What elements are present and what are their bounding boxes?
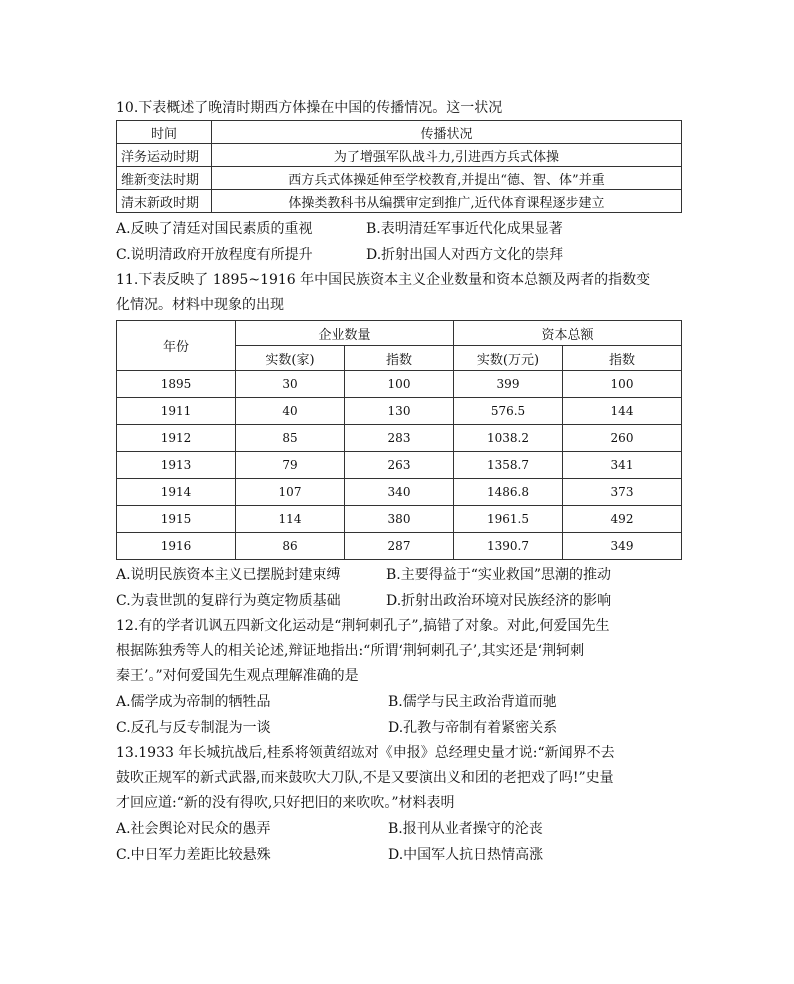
header-year: 年份 [117,321,236,371]
table-row [117,167,682,190]
cell-capital-index: 349 [563,533,682,560]
row-status: 体操类教科书从编撰审定到推广,近代体育课程逐步建立 [212,190,682,213]
q12-stem-line2: 根据陈独秀等人的相关论述,辩证地指出:“所谓‘荆轲刺孔子’,其实还是‘荆轲刺 [116,643,585,659]
q12-option-d[interactable]: D.孔教与帝制有着紧密关系 [388,720,558,736]
table-row [117,190,682,213]
cell-year: 1914 [117,479,236,506]
q12-stem-line1: 12.有的学者讥讽五四新文化运动是“荆轲刺孔子”,搞错了对象。对此,何爱国先生 [116,618,610,634]
cell-capital: 576.5 [454,398,563,425]
q11-option-c[interactable]: C.为袁世凯的复辟行为奠定物质基础 [116,593,341,609]
q13-option-b[interactable]: B.报刊从业者操守的沦丧 [388,821,543,837]
cell-count: 107 [236,479,345,506]
row-period: 维新变法时期 [117,167,212,190]
q12-option-c[interactable]: C.反孔与反专制混为一谈 [116,720,271,736]
q13-stem-line3: 才回应道:“新的没有得吹,只好把旧的来吹吹。”材料表明 [116,795,455,811]
q11-options-row1 [116,562,682,588]
q10-option-c[interactable]: C.说明清政府开放程度有所提升 [116,247,313,263]
q10-stem: 10.下表概述了晚清时期西方体操在中国的传播情况。这一状况 [116,100,503,116]
header-time: 时间 [117,121,212,144]
table-row [117,506,682,533]
cell-count-index: 263 [345,452,454,479]
subheader-capital-real: 实数(万元) [454,346,563,371]
cell-count: 40 [236,398,345,425]
q13-stem-line1: 13.1933 年长城抗战后,桂系将领黄绍竑对《申报》总经理史量才说:“新闻界不去 [116,745,615,761]
q13-options-row1 [116,816,682,842]
q11-option-b[interactable]: B.主要得益于“实业救国”思潮的推动 [386,567,612,583]
q13-stem-line2: 鼓吹正规军的新式武器,而来鼓吹大刀队,不是又要演出义和团的老把戏了吗!”史量 [116,770,614,786]
cell-count-index: 380 [345,506,454,533]
q13-option-a[interactable]: A.社会舆论对民众的愚弄 [116,821,271,837]
table-row [117,425,682,452]
table-row [117,398,682,425]
cell-capital: 1038.2 [454,425,563,452]
exam-page [116,96,682,868]
q10-table [116,120,682,213]
row-period: 清末新政时期 [117,190,212,213]
cell-capital-index: 260 [563,425,682,452]
cell-capital: 1486.8 [454,479,563,506]
cell-capital-index: 492 [563,506,682,533]
table-row [117,533,682,560]
q12-options-row2 [116,715,682,741]
q10-option-b[interactable]: B.表明清廷军事近代化成果显著 [366,221,563,237]
q12-option-b[interactable]: B.儒学与民主政治背道而驰 [388,694,557,710]
cell-count-index: 100 [345,371,454,398]
q11-option-d[interactable]: D.折射出政治环境对民族经济的影响 [386,593,612,609]
q11-option-a[interactable]: A.说明民族资本主义已摆脱封建束缚 [116,567,341,583]
cell-year: 1913 [117,452,236,479]
header-status: 传播状况 [212,121,682,144]
cell-year: 1916 [117,533,236,560]
cell-capital-index: 144 [563,398,682,425]
header-total-capital: 资本总额 [454,321,682,346]
table-row [117,144,682,167]
cell-year: 1915 [117,506,236,533]
q10-options-row2 [116,242,682,268]
q11-options-row2 [116,588,682,614]
cell-year: 1912 [117,425,236,452]
cell-capital: 399 [454,371,563,398]
cell-count: 30 [236,371,345,398]
cell-capital-index: 341 [563,452,682,479]
header-enterprise-count: 企业数量 [236,321,454,346]
q12-options-row1 [116,689,682,715]
cell-count-index: 287 [345,533,454,560]
cell-capital: 1358.7 [454,452,563,479]
q12-option-a[interactable]: A.儒学成为帝制的牺牲品 [116,694,271,710]
q10-options-row1 [116,216,682,242]
q13-option-c[interactable]: C.中日军力差距比较悬殊 [116,847,271,863]
cell-count-index: 283 [345,425,454,452]
q13-options-row2 [116,842,682,868]
q13-option-d[interactable]: D.中国军人抗日热情高涨 [388,847,544,863]
subheader-count-index: 指数 [345,346,454,371]
table-row [117,479,682,506]
row-period: 洋务运动时期 [117,144,212,167]
cell-capital-index: 100 [563,371,682,398]
cell-count-index: 340 [345,479,454,506]
cell-year: 1895 [117,371,236,398]
table-header-row [117,321,682,346]
cell-count: 85 [236,425,345,452]
q12-stem-line3: 秦王’。”对何爱国先生观点理解准确的是 [116,668,359,684]
cell-capital: 1390.7 [454,533,563,560]
cell-capital: 1961.5 [454,506,563,533]
q11-stem-line1: 11.下表反映了 1895~1916 年中国民族资本主义企业数量和资本总额及两者的指数变 [116,272,651,288]
row-status: 西方兵式体操延伸至学校教育,并提出“德、智、体”并重 [212,167,682,190]
cell-capital-index: 373 [563,479,682,506]
cell-count: 79 [236,452,345,479]
cell-count: 114 [236,506,345,533]
table-header-row [117,121,682,144]
cell-count-index: 130 [345,398,454,425]
table-row [117,371,682,398]
q11-table [116,320,682,560]
table-row [117,452,682,479]
q10-option-a[interactable]: A.反映了清廷对国民素质的重视 [116,221,313,237]
cell-year: 1911 [117,398,236,425]
subheader-count-real: 实数(家) [236,346,345,371]
subheader-capital-index: 指数 [563,346,682,371]
q10-option-d[interactable]: D.折射出国人对西方文化的崇拜 [366,247,564,263]
q11-stem-line2: 化情况。材料中现象的出现 [116,297,284,313]
cell-count: 86 [236,533,345,560]
row-status: 为了增强军队战斗力,引进西方兵式体操 [212,144,682,167]
